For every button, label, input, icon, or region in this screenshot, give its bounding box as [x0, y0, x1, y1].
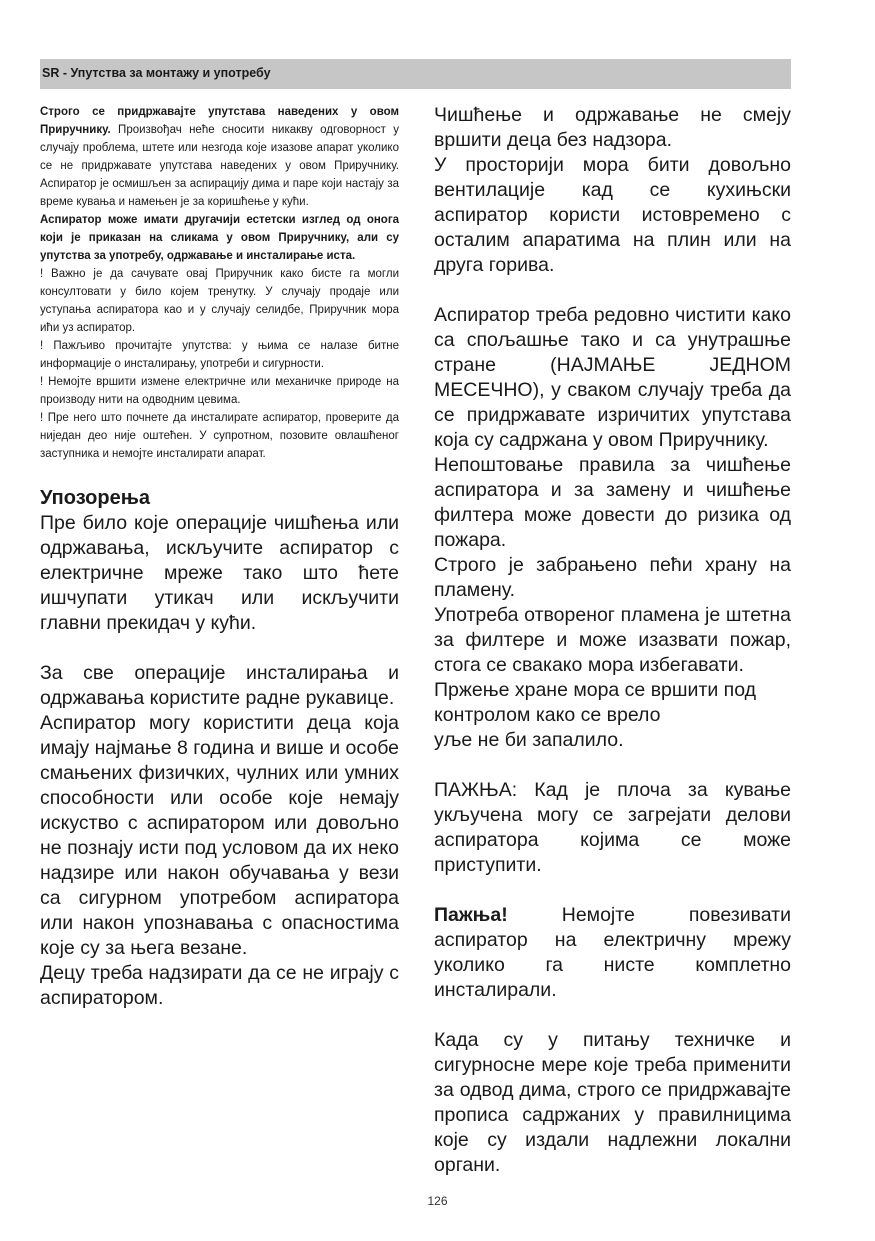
left-column: [40, 103, 399, 1011]
warning-paragraph-2c: Децу треба надзирати да се не играју с аспиратором.: [40, 962, 399, 1009]
right-paragraph-1a: Чишћење и одржавање не смеју вршити деца без надзора.: [434, 104, 791, 151]
note-2: ! Пажљиво прочитајте упутства: у њима се налазе битне информације о инсталирању, употреби и сигурности.: [40, 340, 399, 370]
right-paragraph-2d: Употреба отвореног пламена је штетна за филтере и може изазвати пожар, стога се свакако мора избегавати.: [434, 604, 791, 676]
right-paragraph-2a: Аспиратор треба редовно чистити како са спољашње тако и са унутрашње стране (НАЈМАЊЕ ЈЕДНОМ МЕСЕЧНО), у сваком случају треба да се придржавате изричитих упутстава која су садржана у овом Приручнику.: [434, 304, 791, 451]
intro-bold-2: Аспиратор може имати другачији естетски изглед од онога који је приказан на сликама у овом Приручнику, али су упутства за употребу, одржавање и инсталирање иста.: [40, 214, 399, 262]
regulations-paragraph: Када су у питању техничке и сигурносне мере које треба применити за одвод дима, строго се придржавајте прописа садржаних у правилницима које су издали надлежни локални органи.: [434, 1029, 791, 1176]
section-header-bar: [40, 59, 791, 89]
warning-notice-paragraph: [434, 903, 791, 1003]
attention-paragraph: ПАЖЊА: Кад је плоча за кување укључена могу се загрејати делови аспиратора којима се може приступити.: [434, 779, 791, 876]
warnings-section: [40, 511, 399, 1011]
note-1: ! Важно је да сачувате овај Приручник како бисте га могли консултовати у било којем тренутку. У случају продаје или уступања аспиратора као и у случају селидбе, Приручник мора ићи уз аспиратор.: [40, 268, 399, 334]
note-3: ! Немојте вршити измене електричне или механичке природе на производу нити на одводним цевима.: [40, 376, 399, 406]
note-4: ! Пре него што почнете да инсталирате аспиратор, проверите да ниједан део није оштећен. У супротном, позовите овлашћеног заступника и немојте инсталирати апарат.: [40, 412, 399, 460]
warning-paragraph-2b: Аспиратор могу користити деца која имају најмање 8 година и више и особе смањених физичких, чулних или умних способности или особе које немају искуство с аспиратором или довољно не познају исти под условом да их неко надзире или након обучавања у вези са сигурном употребом аспиратора или након упознавања с опасностима које су за њега везане.: [40, 712, 399, 959]
page-number: 126: [427, 1194, 448, 1208]
intro-section: [40, 103, 399, 463]
right-paragraph-2c: Строго је забрањено пећи храну на пламену.: [434, 554, 791, 601]
intro-bold-1: Строго се придржавајте упутстава наведених у овом Приручнику.: [40, 106, 399, 136]
warning-paragraph-1: Пре било које операције чишћења или одржавања, искључите аспиратор с електричне мреже тако што ћете ишчупати утикач или искључити главни прекидач у кући.: [40, 512, 399, 634]
right-paragraph-2f: уље не би запалило.: [434, 729, 624, 751]
warning-notice-bold: Пажња!: [434, 904, 508, 926]
warning-notice-text: Немојте повезивати аспиратор на електричну мрежу уколико га нисте комплетно инсталирали.: [434, 904, 791, 1001]
intro-paragraph-1: [40, 103, 399, 211]
intro-paragraph-2: [40, 211, 399, 265]
right-paragraph-2b: Непоштовање правила за чишћење аспиратора и за замену и чишћење филтера може довести до ризика од пожара.: [434, 454, 791, 551]
warnings-heading: Упозорења: [40, 487, 150, 509]
intro-text-1: Произвођач неће сносити никакву одговорност у случају проблема, штете или незгода које изазове апарат уколико се не придржавате упутстава наведених у овом Приручнику. Аспиратор је осмишљен за аспирацију дима и паре који настају за време кувања и намењен је за коришћење у кући.: [40, 124, 399, 208]
right-paragraph-2e: Пржење хране мора се вршити под контролом како се врело: [434, 679, 757, 726]
right-paragraph-1b: У просторији мора бити довољно вентилације кад се кухињски аспиратор користи истовремено с осталим апаратима на плин или на друга горива.: [434, 154, 791, 276]
warning-paragraph-2a: За све операције инсталирања и одржавања користите радне рукавице.: [40, 662, 399, 709]
section-header-title: SR - Упутства за монтажу и употребу: [42, 66, 271, 80]
right-column: [434, 103, 791, 1178]
